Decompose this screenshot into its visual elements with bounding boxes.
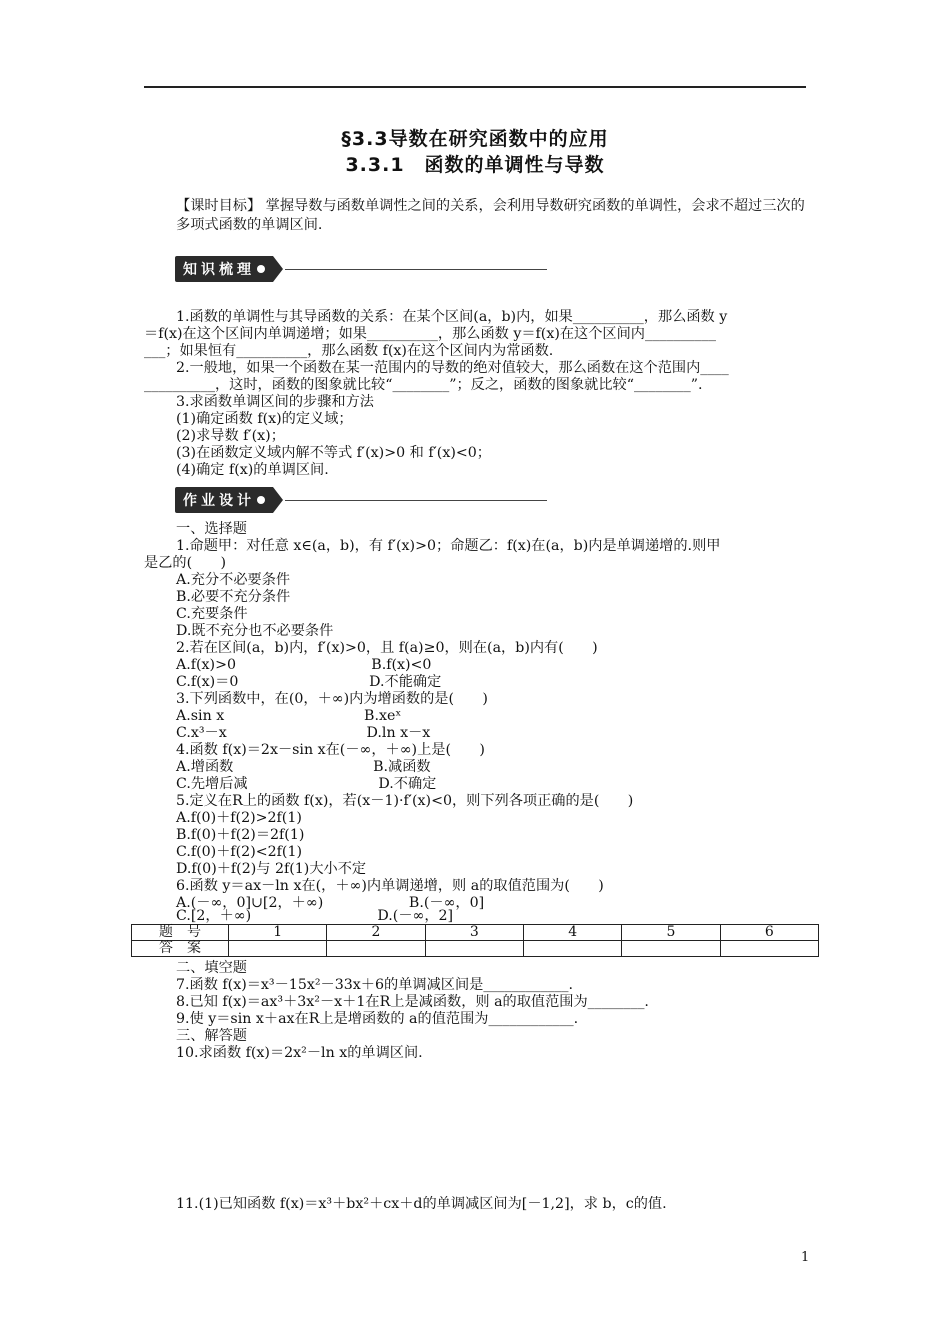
homework-line: C.[2，＋∞) D.(－∞，2] (176, 908, 454, 924)
table-cell: 6 (720, 925, 818, 941)
knowledge-line: 2.一般地，如果一个函数在某一范围内的导数的绝对值较大，那么函数在这个范围内____ (176, 360, 729, 376)
question-11: 11.(1)已知函数 f(x)＝x³＋bx²＋cx＋d的单调减区间为[－1,2]，求 b，c的值. (176, 1196, 667, 1212)
answer-cell[interactable] (327, 941, 425, 957)
homework-line: 4.函数 f(x)＝2x－sin x在(－∞，＋∞)上是( ) (176, 742, 485, 758)
banner-rule (285, 269, 547, 270)
fill-line: 二、填空题 (176, 960, 247, 976)
homework-line: 5.定义在R上的函数 f(x)，若(x－1)·f′(x)<0，则下列各项正确的是( ) (176, 793, 634, 809)
homework-line: B.必要不充分条件 (176, 589, 291, 605)
homework-line: A.充分不必要条件 (176, 572, 291, 588)
homework-line: C.先增后减 D.不确定 (176, 776, 437, 792)
subsection-title: 3.3.1 函数的单调性与导数 (345, 154, 605, 176)
table-cell: 5 (622, 925, 720, 941)
answer-cell[interactable] (720, 941, 818, 957)
table-cell: 2 (327, 925, 425, 941)
homework-banner-label: 作业设计 (183, 493, 255, 509)
table-cell: 4 (523, 925, 621, 941)
answer-cell[interactable] (622, 941, 720, 957)
homework-line: 1.命题甲：对任意 x∈(a，b)，有 f′(x)>0；命题乙：f(x)在(a，b)内是单调递增的.则甲 (176, 538, 721, 554)
table-cell: 题 号 (132, 925, 229, 941)
homework-line: D.f(0)＋f(2)与 2f(1)大小不定 (176, 861, 367, 877)
table-cell: 1 (229, 925, 327, 941)
homework-line: C.充要条件 (176, 606, 248, 622)
page-number: 1 (801, 1250, 810, 1265)
knowledge-line: (4)确定 f(x)的单调区间. (176, 462, 329, 478)
knowledge-line: ___；如果恒有__________，那么函数 f(x)在这个区间内为常函数. (144, 343, 554, 359)
bullet-dot-icon (257, 265, 265, 273)
homework-line: 一、选择题 (176, 521, 247, 537)
knowledge-banner (175, 256, 547, 282)
homework-line: 6.函数 y＝ax－ln x在(，＋∞)内单调递增，则 a的取值范围为( ) (176, 878, 604, 894)
knowledge-line: 1.函数的单调性与其导函数的关系：在某个区间(a，b)内，如果__________，那么函数 y (176, 309, 728, 325)
knowledge-line: ＝f(x)在这个区间内单调递增；如果__________，那么函数 y＝f(x)在这个区间内__________ (144, 326, 716, 342)
table-cell: 3 (425, 925, 523, 941)
homework-line: 2.若在区间(a，b)内，f′(x)>0，且 f(a)≥0，则在(a，b)内有( ) (176, 640, 598, 656)
homework-line: C.f(x)＝0 D.不能确定 (176, 674, 442, 690)
homework-line: A.增函数 B.减函数 (176, 759, 431, 775)
homework-banner (175, 487, 547, 513)
fill-line: 三、解答题 (176, 1028, 247, 1044)
answer-cell[interactable] (425, 941, 523, 957)
knowledge-line: 3.求函数单调区间的步骤和方法 (176, 394, 374, 410)
answer-cell[interactable] (523, 941, 621, 957)
banner-rule (285, 500, 547, 501)
homework-line: A.f(0)＋f(2)>2f(1) (176, 810, 302, 826)
homework-line: B.f(0)＋f(2)＝2f(1) (176, 827, 305, 843)
fill-line: 9.使 y＝sin x＋ax在R上是增函数的 a的值范围为____________. (176, 1011, 579, 1027)
homework-line: 3.下列函数中，在(0，＋∞)内为增函数的是( ) (176, 691, 488, 707)
bullet-dot-icon (257, 496, 265, 504)
homework-line: A.f(x)>0 B.f(x)<0 (176, 657, 432, 673)
knowledge-line: (3)在函数定义域内解不等式 f′(x)>0 和 f′(x)<0； (176, 445, 491, 461)
table-row (132, 925, 819, 941)
homework-line: 是乙的( ) (144, 555, 227, 571)
lesson-goal: 【课时目标】 掌握导数与函数单调性之间的关系，会利用导数研究函数的单调性，会求不超过三次的多项式函数的单调区间. (176, 198, 805, 233)
homework-line: C.f(0)＋f(2)<2f(1) (176, 844, 303, 860)
homework-line: A.sin x B.xeˣ (176, 708, 402, 724)
fill-line: 10.求函数 f(x)＝2x²－ln x的单调区间. (176, 1045, 423, 1061)
homework-line: D.既不充分也不必要条件 (176, 623, 334, 639)
section-title: §3.3导数在研究函数中的应用 (341, 128, 609, 150)
fill-line: 8.已知 f(x)＝ax³＋3x²－x＋1在R上是减函数，则 a的取值范围为________. (176, 994, 649, 1010)
table-cell: 答 案 (132, 941, 229, 957)
homework-line: A.(－∞，0]∪[2，＋∞) B.(－∞，0] (176, 895, 485, 911)
knowledge-banner-label: 知识梳理 (183, 262, 255, 278)
header-rule (144, 86, 806, 88)
knowledge-line: (2)求导数 f′(x)； (176, 428, 285, 444)
answer-cell[interactable] (229, 941, 327, 957)
answer-table (131, 924, 819, 957)
homework-line: C.x³－x D.ln x－x (176, 725, 431, 741)
knowledge-line: (1)确定函数 f(x)的定义域； (176, 411, 353, 427)
knowledge-line: __________，这时，函数的图象就比较“________”；反之，函数的图象就比较“________”. (144, 377, 703, 393)
fill-line: 7.函数 f(x)＝x³－15x²－33x＋6的单调减区间是____________. (176, 977, 573, 993)
table-row (132, 941, 819, 957)
